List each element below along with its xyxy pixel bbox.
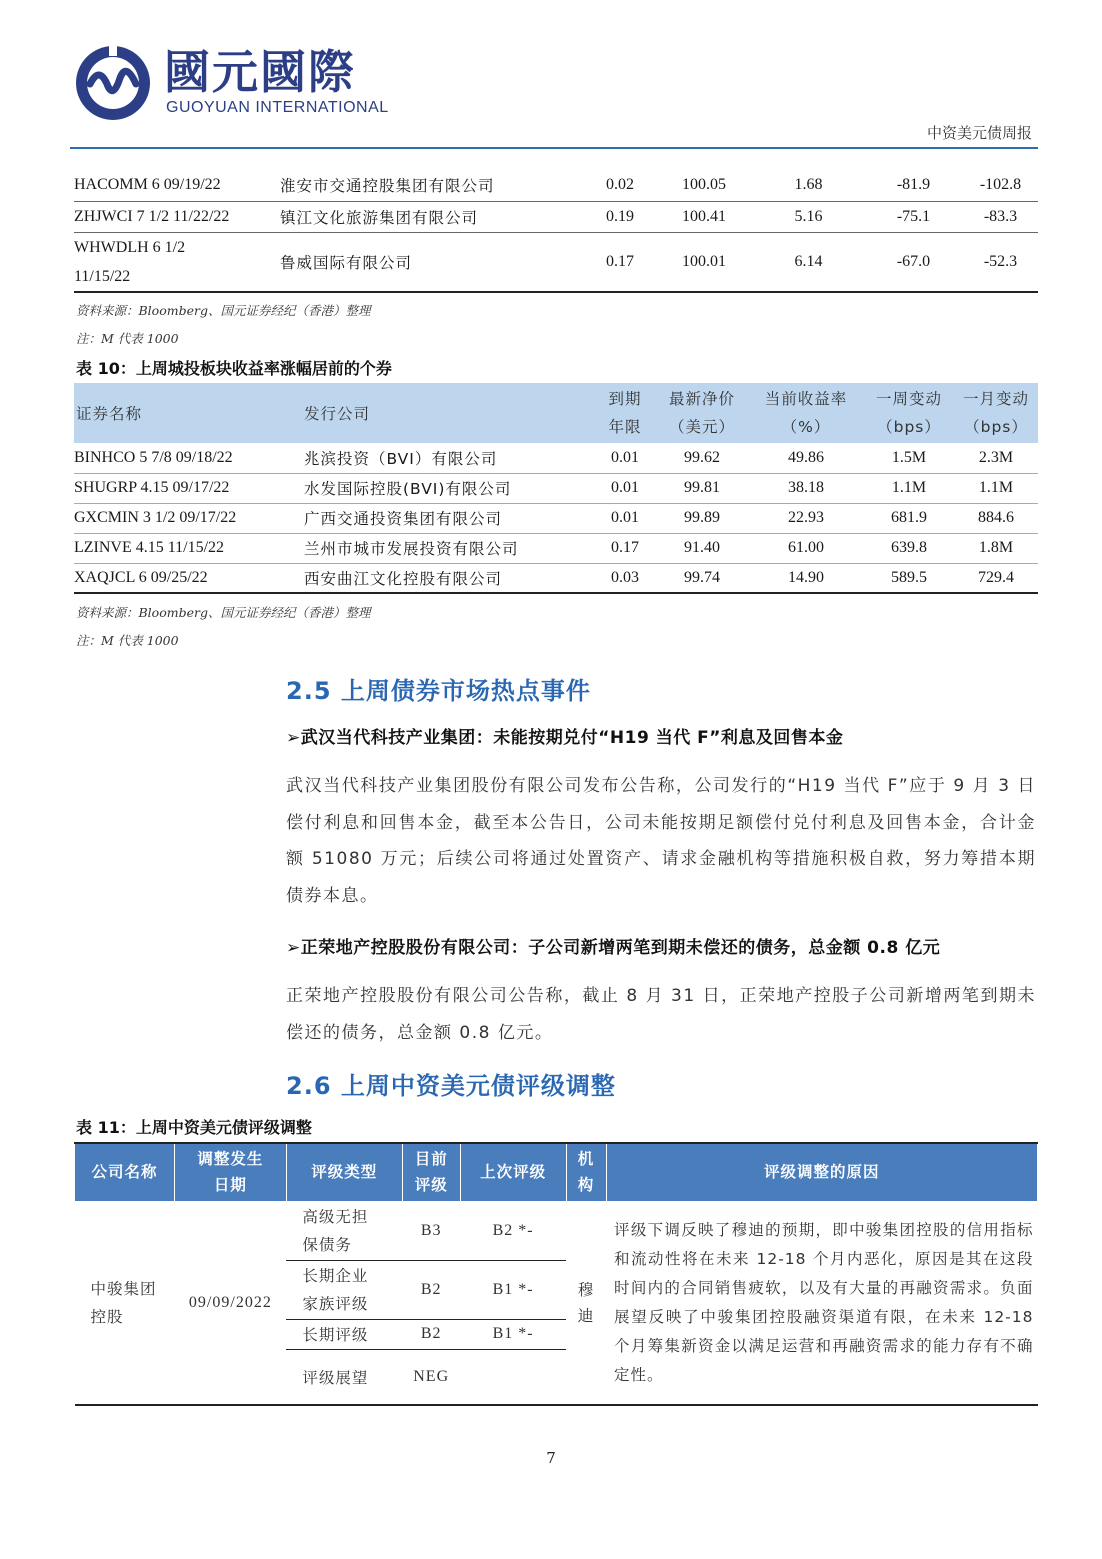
month-change-cell: -52.3 bbox=[963, 232, 1038, 292]
table-11-caption: 表 11：上周中资美元债评级调整 bbox=[76, 1118, 312, 1137]
table-header-row bbox=[75, 1143, 1038, 1201]
header-month-change: 一月变动 （bps） bbox=[954, 383, 1038, 443]
current-rating: B2 bbox=[402, 1260, 460, 1319]
term-cell: 0.01 bbox=[594, 473, 656, 503]
table-row bbox=[74, 533, 1038, 563]
logo-english-name: GUOYUAN INTERNATIONAL bbox=[166, 99, 389, 116]
price-cell: 100.05 bbox=[655, 170, 753, 201]
table-10-note: 注：M 代表 1000 bbox=[76, 633, 179, 648]
month-change-cell: -83.3 bbox=[963, 201, 1038, 232]
month-change-cell: 1.8M bbox=[954, 533, 1038, 563]
bond-name-line2: 11/15/22 bbox=[74, 267, 131, 285]
current-rating: B3 bbox=[402, 1201, 460, 1260]
table-row bbox=[74, 443, 1038, 473]
rating-type: 评级展望 bbox=[302, 1368, 369, 1387]
previous-rating: B2 *- bbox=[460, 1201, 566, 1260]
header-week-change: 一周变动 （bps） bbox=[864, 383, 954, 443]
event-1-heading bbox=[286, 723, 843, 748]
header-type: 评级类型 bbox=[286, 1143, 402, 1201]
yield-cell: 38.18 bbox=[748, 473, 864, 503]
table-row bbox=[74, 170, 1038, 201]
yield-cell: 6.14 bbox=[753, 232, 864, 292]
logo-chinese-name: 國元國際 bbox=[164, 45, 356, 99]
month-change-cell: 884.6 bbox=[954, 503, 1038, 533]
table-10-source: 资料来源：Bloomberg、国元证券经纪（香港）整理 bbox=[76, 605, 371, 620]
week-change-cell: 1.5M bbox=[864, 443, 954, 473]
rating-type: 长期企业 家族评级 bbox=[286, 1260, 402, 1319]
issuer-name: 兆滨投资（BVI）有限公司 bbox=[304, 443, 594, 473]
issuer-name: 广西交通投资集团有限公司 bbox=[304, 503, 594, 533]
header-current: 目前 评级 bbox=[402, 1143, 460, 1201]
previous-rating: B1 *- bbox=[460, 1260, 566, 1319]
price-cell: 99.62 bbox=[656, 443, 748, 473]
header-issuer: 发行公司 bbox=[304, 383, 594, 443]
header-agency: 机 构 bbox=[566, 1143, 606, 1201]
issuer-name: 兰州市城市发展投资有限公司 bbox=[304, 533, 594, 563]
rating-agency: 穆 迪 bbox=[577, 1280, 595, 1325]
yield-cell: 61.00 bbox=[748, 533, 864, 563]
issuer-name: 西安曲江文化控股有限公司 bbox=[304, 563, 594, 593]
table-header-row bbox=[74, 383, 1038, 443]
week-change-cell: -81.9 bbox=[864, 170, 963, 201]
price-cell: 100.01 bbox=[655, 232, 753, 292]
table-row bbox=[74, 563, 1038, 593]
price-cell: 91.40 bbox=[656, 533, 748, 563]
term-cell: 0.01 bbox=[594, 443, 656, 473]
month-change-cell: 1.1M bbox=[954, 473, 1038, 503]
term-cell: 0.19 bbox=[585, 201, 655, 232]
adjustment-reason: 评级下调反映了穆迪的预期，即中骏集团控股的信用指标和流动性将在未来 12-18 个月内恶化，原因是其在这段时间内的合同销售疲软，以及有大量的再融资需求。负面展望反映了中骏集团控股融资渠道有限，在未来 12-18 个月筹集新资金以满足运营和再融资需求的能力存有不确定性。 bbox=[614, 1220, 1034, 1384]
bond-name: XAQJCL 6 09/25/22 bbox=[74, 563, 304, 593]
section-2-5-title: 2.5 上周债券市场热点事件 bbox=[286, 677, 591, 705]
table-row bbox=[74, 232, 1038, 292]
header-date: 调整发生 日期 bbox=[174, 1143, 286, 1201]
table-row bbox=[74, 503, 1038, 533]
week-change-cell: 1.1M bbox=[864, 473, 954, 503]
header-previous: 上次评级 bbox=[460, 1143, 566, 1201]
yield-cell: 22.93 bbox=[748, 503, 864, 533]
week-change-cell: -67.0 bbox=[864, 232, 963, 292]
issuer-name: 淮安市交通控股集团有限公司 bbox=[280, 170, 585, 201]
event-2-title: 正荣地产控股股份有限公司：子公司新增两笔到期未偿还的债务，总金额 0.8 亿元 bbox=[300, 938, 941, 958]
previous-rating: B1 *- bbox=[460, 1319, 566, 1349]
page-number: 7 bbox=[546, 1449, 556, 1467]
price-cell: 99.89 bbox=[656, 503, 748, 533]
bond-name: GXCMIN 3 1/2 09/17/22 bbox=[74, 503, 304, 533]
bond-name: BINHCO 5 7/8 09/18/22 bbox=[74, 443, 304, 473]
table-row bbox=[75, 1201, 1038, 1260]
event-2-body: 正荣地产控股股份有限公司公告称，截止 8 月 31 日，正荣地产控股子公司新增两笔到期未偿还的债务，总金额 0.8 亿元。 bbox=[286, 986, 1036, 1043]
table-9-note: 注：M 代表 1000 bbox=[76, 331, 179, 346]
week-change-cell: 639.8 bbox=[864, 533, 954, 563]
bond-name bbox=[74, 232, 280, 292]
week-change-cell: 589.5 bbox=[864, 563, 954, 593]
current-rating: NEG bbox=[413, 1367, 450, 1385]
term-cell: 0.01 bbox=[594, 503, 656, 533]
arrow-bullet-icon: ➢ bbox=[286, 728, 301, 748]
bond-name-line1: WHWDLH 6 1/2 bbox=[74, 238, 186, 256]
term-cell: 0.03 bbox=[594, 563, 656, 593]
term-cell: 0.17 bbox=[594, 533, 656, 563]
week-change-cell: -75.1 bbox=[864, 201, 963, 232]
price-cell: 100.41 bbox=[655, 201, 753, 232]
adjustment-date: 09/09/2022 bbox=[188, 1293, 272, 1311]
yield-cell: 5.16 bbox=[753, 201, 864, 232]
event-1-body: 武汉当代科技产业集团股份有限公司发布公告称，公司发行的“H19 当代 F”应于 9 月 3 日偿付利息和回售本金，截至本公告日，公司未能按期足额偿付兑付利息及回售本金，合计金额 51080 万元；后续公司将通过处置资产、请求金融机构等措施积极自救，努力筹措本期债券本息。 bbox=[286, 776, 1036, 906]
arrow-bullet-icon: ➢ bbox=[286, 938, 301, 958]
yield-cell: 1.68 bbox=[753, 170, 864, 201]
bond-name: LZINVE 4.15 11/15/22 bbox=[74, 533, 304, 563]
bond-name: SHUGRP 4.15 09/17/22 bbox=[74, 473, 304, 503]
company-logo-icon bbox=[74, 44, 152, 122]
issuer-name: 鲁威国际有限公司 bbox=[280, 232, 585, 292]
header-divider bbox=[70, 147, 1038, 149]
table-9-continued bbox=[74, 170, 1038, 293]
header-name: 证券名称 bbox=[74, 383, 304, 443]
bond-name: ZHJWCI 7 1/2 11/22/22 bbox=[74, 201, 280, 232]
company-name: 中骏集团 控股 bbox=[90, 1279, 157, 1326]
issuer-name: 水发国际控股(BVI)有限公司 bbox=[304, 473, 594, 503]
month-change-cell: 2.3M bbox=[954, 443, 1038, 473]
price-cell: 99.74 bbox=[656, 563, 748, 593]
header-yield: 当前收益率 （%） bbox=[748, 383, 864, 443]
month-change-cell: -102.8 bbox=[963, 170, 1038, 201]
table-9-source: 资料来源：Bloomberg、国元证券经纪（香港）整理 bbox=[76, 303, 371, 318]
table-11 bbox=[74, 1142, 1038, 1406]
previous-rating bbox=[460, 1349, 566, 1405]
bond-name: HACOMM 6 09/19/22 bbox=[74, 170, 280, 201]
yield-cell: 14.90 bbox=[748, 563, 864, 593]
month-change-cell: 729.4 bbox=[954, 563, 1038, 593]
table-row bbox=[74, 473, 1038, 503]
table-10 bbox=[74, 383, 1038, 594]
header-term: 到期 年限 bbox=[594, 383, 656, 443]
table-row bbox=[74, 201, 1038, 232]
term-cell: 0.02 bbox=[585, 170, 655, 201]
week-change-cell: 681.9 bbox=[864, 503, 954, 533]
header-price: 最新净价 （美元） bbox=[656, 383, 748, 443]
price-cell: 99.81 bbox=[656, 473, 748, 503]
rating-type: 长期评级 bbox=[286, 1319, 402, 1349]
report-name: 中资美元债周报 bbox=[926, 124, 1032, 142]
header-reason: 评级调整的原因 bbox=[606, 1143, 1037, 1201]
header-company: 公司名称 bbox=[75, 1143, 175, 1201]
current-rating: B2 bbox=[402, 1319, 460, 1349]
event-2-heading bbox=[286, 933, 940, 958]
term-cell: 0.17 bbox=[585, 232, 655, 292]
table-10-caption: 表 10：上周城投板块收益率涨幅居前的个券 bbox=[76, 359, 392, 378]
issuer-name: 镇江文化旅游集团有限公司 bbox=[280, 201, 585, 232]
yield-cell: 49.86 bbox=[748, 443, 864, 473]
event-1-title: 武汉当代科技产业集团：未能按期兑付“H19 当代 F”利息及回售本金 bbox=[300, 728, 844, 748]
section-2-6-title: 2.6 上周中资美元债评级调整 bbox=[286, 1072, 616, 1100]
rating-type: 高级无担 保债务 bbox=[286, 1201, 402, 1260]
